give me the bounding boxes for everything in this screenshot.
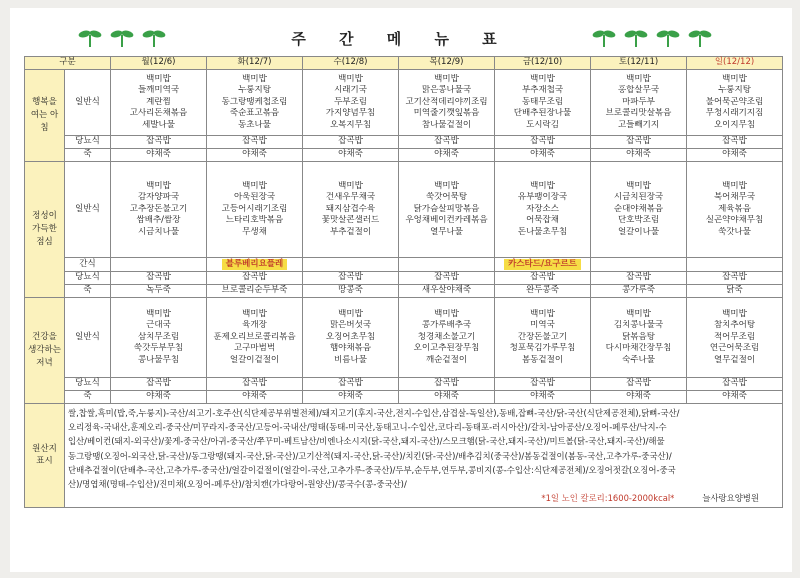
menu-item: 고등어시래기조림	[221, 203, 288, 214]
snack-cell	[303, 258, 399, 272]
origin-row	[25, 404, 783, 508]
menu-item: 꽃맛살콘샐러드	[321, 215, 380, 226]
menu-item: 미역국	[530, 320, 555, 331]
menu-cell: 야채죽	[591, 149, 687, 162]
menu-cell: 잡곡밥	[495, 272, 591, 285]
menu-cell: 잡곡밥	[687, 136, 783, 149]
menu-item: 마파두부	[622, 96, 655, 107]
row-label: 죽	[65, 285, 111, 298]
menu-cell: 야채죽	[207, 149, 303, 162]
menu-item: 청경채소불고기	[417, 331, 476, 342]
menu-item: 우엉채베이컨카레볶음	[405, 215, 488, 226]
menu-item: 부추겉절이	[329, 226, 372, 237]
menu-item: 햄야채볶음	[329, 343, 372, 354]
menu-item: 참나물겉절이	[421, 119, 472, 130]
dinner-diabetic-row	[25, 378, 783, 391]
menu-item: 누룽지탕	[238, 85, 271, 96]
menu-item: 근대국	[146, 320, 171, 331]
menu-cell: 잡곡밥	[591, 136, 687, 149]
footer-line	[68, 491, 779, 505]
menu-item: 적어무조림	[713, 331, 756, 342]
menu-item: 비름나물	[334, 354, 367, 365]
menu-cell: 잡곡밥	[687, 272, 783, 285]
row-label: 죽	[65, 391, 111, 404]
menu-item: 깨순겉절이	[425, 354, 468, 365]
menu-item: 동그랑땡케첩조림	[221, 96, 288, 107]
menu-item: 돼지삼겹수육	[325, 203, 376, 214]
menu-item: 백미밥	[434, 180, 459, 191]
menu-cell	[207, 70, 303, 136]
menu-cell: 새우살야채죽	[399, 285, 495, 298]
menu-item: 백미밥	[242, 180, 267, 191]
dinner-section-label: 건강을 생각하는 저녁	[25, 298, 65, 404]
menu-cell: 잡곡밥	[303, 378, 399, 391]
menu-cell	[591, 298, 687, 378]
title-row	[10, 8, 792, 54]
menu-cell: 야채죽	[111, 149, 207, 162]
menu-item: 아욱된장국	[233, 192, 276, 203]
menu-cell	[495, 162, 591, 258]
menu-item: 육개장	[242, 320, 267, 331]
page-title: 주 간 메 뉴 표	[291, 30, 511, 48]
menu-cell	[111, 162, 207, 258]
menu-cell	[495, 298, 591, 378]
breakfast-porridge-row	[25, 149, 783, 162]
menu-item: 단배추된장나물	[513, 108, 572, 119]
menu-item: 얼갈이나물	[617, 226, 660, 237]
menu-cell	[207, 298, 303, 378]
snack-cell	[495, 258, 591, 272]
lunch-diabetic-row	[25, 272, 783, 285]
sprout-icon	[688, 26, 712, 48]
menu-cell: 잡곡밥	[495, 378, 591, 391]
menu-cell: 야채죽	[591, 391, 687, 404]
menu-cell: 잡곡밥	[207, 136, 303, 149]
menu-item: 백미밥	[626, 180, 651, 191]
menu-item: 순대야채볶음	[613, 203, 664, 214]
menu-item: 고구마범벅	[233, 343, 276, 354]
menu-cell: 야채죽	[495, 149, 591, 162]
row-label: 당뇨식	[65, 378, 111, 391]
menu-cell	[399, 298, 495, 378]
header-row	[25, 57, 783, 70]
menu-cell: 잡곡밥	[591, 272, 687, 285]
menu-item: 봄동겉절이	[521, 354, 564, 365]
menu-cell	[111, 298, 207, 378]
menu-cell	[591, 162, 687, 258]
menu-item: 계란찜	[146, 96, 171, 107]
menu-item: 백미밥	[434, 308, 459, 319]
snack-cell	[111, 258, 207, 272]
menu-cell: 야채죽	[303, 391, 399, 404]
day-header: 월(12/6)	[111, 57, 207, 70]
menu-item: 누룽지탕	[718, 85, 751, 96]
menu-cell: 야채죽	[495, 391, 591, 404]
menu-cell	[207, 162, 303, 258]
menu-item: 닭볶음탕	[622, 331, 655, 342]
dinner-general-row	[25, 298, 783, 378]
menu-cell	[303, 70, 399, 136]
menu-item: 오복지무침	[329, 119, 372, 130]
row-label: 일반식	[65, 162, 111, 258]
origin-line: 단배추겉절이(단배추-국산,고추가루-중국산)/얼갈이겉절이(얼갈이-국산,고추가루-중국산)/두부,순두부,연두부,콩비지(콩-수입산:식단제공전체)/오징어젓갈(오징어-중국	[68, 464, 676, 475]
menu-cell	[303, 298, 399, 378]
menu-item: 맑은버섯국	[329, 320, 372, 331]
row-label: 죽	[65, 149, 111, 162]
row-label: 당뇨식	[65, 272, 111, 285]
dinner-porridge-row	[25, 391, 783, 404]
menu-item: 쑥갓두부무침	[133, 343, 184, 354]
menu-item: 백미밥	[530, 73, 555, 84]
menu-cell	[495, 70, 591, 136]
menu-cell	[111, 70, 207, 136]
day-header: 화(12/7)	[207, 57, 303, 70]
menu-cell: 잡곡밥	[207, 272, 303, 285]
row-label: 일반식	[65, 298, 111, 378]
menu-item: 브로콜리맛살볶음	[605, 108, 672, 119]
menu-cell: 야채죽	[303, 149, 399, 162]
menu-cell: 콩가루죽	[591, 285, 687, 298]
menu-cell: 잡곡밥	[303, 136, 399, 149]
menu-item: 건새우무채국	[325, 192, 376, 203]
hospital-name: 늘사랑요양병원	[702, 493, 759, 504]
day-header: 수(12/8)	[303, 57, 399, 70]
corner-header: 구분	[25, 57, 111, 70]
snack-cell	[687, 258, 783, 272]
lunch-section-label: 정성이 가득한 점심	[25, 162, 65, 298]
menu-item: 북어채무국	[713, 192, 756, 203]
menu-item: 느타리호박볶음	[225, 215, 284, 226]
menu-item: 백미밥	[338, 180, 363, 191]
sprout-icon	[624, 26, 648, 48]
day-header: 금(12/10)	[495, 57, 591, 70]
sprout-icon	[656, 26, 680, 48]
menu-cell: 잡곡밥	[399, 378, 495, 391]
menu-item: 고들빼기지	[617, 119, 660, 130]
menu-item: 부추재첩국	[521, 85, 564, 96]
menu-item: 백미밥	[530, 180, 555, 191]
menu-cell: 야채죽	[399, 391, 495, 404]
menu-cell: 야채죽	[687, 391, 783, 404]
origin-line: 입산/베이컨(돼지-외국산)/꽃게-중국산/아귀-중국산/쭈꾸미-베트남산/비엔나소시지(닭-국산,돼지-국산)/스모크햄(닭-국산,돼지-국산)/미트볼(닭-국산,돼지-국산)/해물	[68, 436, 665, 447]
menu-item: 시금치된장국	[613, 192, 664, 203]
menu-cell: 야채죽	[687, 149, 783, 162]
menu-item: 감자양파국	[137, 192, 180, 203]
menu-item: 무생채	[242, 226, 267, 237]
menu-item: 쑥갓나물	[718, 226, 751, 237]
menu-item: 간장돈불고기	[517, 331, 568, 342]
menu-cell: 닭죽	[687, 285, 783, 298]
menu-cell: 야채죽	[111, 391, 207, 404]
snack-cell	[207, 258, 303, 272]
menu-item: 백미밥	[338, 73, 363, 84]
menu-item: 쑥갓어묵탕	[425, 192, 468, 203]
menu-cell	[687, 162, 783, 258]
menu-item: 시금치나물	[137, 226, 180, 237]
lunch-snack-row	[25, 258, 783, 272]
menu-cell: 잡곡밥	[399, 136, 495, 149]
sprout-group-right	[592, 26, 712, 48]
menu-cell: 잡곡밥	[111, 136, 207, 149]
snack-item: 카스타드/요구르트	[504, 259, 581, 270]
menu-item: 백미밥	[626, 308, 651, 319]
day-header: 토(12/11)	[591, 57, 687, 70]
menu-cell: 잡곡밥	[207, 378, 303, 391]
menu-item: 맑은콩나물국	[421, 85, 472, 96]
weekly-menu-table	[24, 56, 783, 508]
menu-item: 시래기국	[334, 85, 367, 96]
menu-cell	[399, 70, 495, 136]
menu-cell	[591, 70, 687, 136]
menu-item: 세발나물	[142, 119, 175, 130]
menu-item: 닭가슴살피망볶음	[413, 203, 480, 214]
menu-item: 무청시래기지짐	[705, 108, 764, 119]
menu-cell: 잡곡밥	[111, 272, 207, 285]
menu-item: 불어묵곤약조림	[705, 96, 764, 107]
menu-item: 오이지무침	[713, 119, 756, 130]
menu-item: 들깨미역국	[137, 85, 180, 96]
menu-item: 얼갈이겉절이	[229, 354, 280, 365]
calorie-note: *1일 노인 칼로리:1600-2000kcal*	[541, 493, 675, 504]
menu-item: 콩나물무침	[137, 354, 180, 365]
menu-item: 다시마채간장무침	[605, 343, 672, 354]
row-label: 당뇨식	[65, 136, 111, 149]
menu-item: 백미밥	[338, 308, 363, 319]
menu-item: 참치추어탕	[713, 320, 756, 331]
menu-item: 백미밥	[626, 73, 651, 84]
menu-cell: 녹두죽	[111, 285, 207, 298]
menu-item: 열무나물	[430, 226, 463, 237]
menu-item: 삼치무조림	[137, 331, 180, 342]
origin-line: 오리정육-국내산,훈제오리-중국산/미꾸라지-중국산/고등어-국내산/명태(동태-미국산,동태고니-수입산,코다리-동태포-러시아산)/갈치-남아공산/오징어-페루산/낙지-수	[68, 422, 667, 433]
menu-cell: 잡곡밥	[687, 378, 783, 391]
menu-item: 오징어초무침	[325, 331, 376, 342]
menu-cell: 야채죽	[399, 149, 495, 162]
menu-item: 쌈배추/쌈장	[136, 215, 181, 226]
day-header: 일(12/12)	[687, 57, 783, 70]
menu-item: 백미밥	[722, 308, 747, 319]
menu-sheet	[10, 8, 792, 572]
menu-cell	[399, 162, 495, 258]
menu-item: 백미밥	[146, 73, 171, 84]
menu-cell: 잡곡밥	[399, 272, 495, 285]
menu-item: 단호박조림	[617, 215, 660, 226]
menu-item: 죽순표고볶음	[229, 108, 280, 119]
menu-item: 훈제오리브로콜리볶음	[213, 331, 296, 342]
menu-cell: 땅콩죽	[303, 285, 399, 298]
origin-line: 쌀,찹쌀,흑미(밥,죽,누룽지)-국산/쇠고기-호주산(식단제공부위별전체)/돼지고기(후지-국산,전지-수입산,삼겹살-독일산),동배,잡뼈-국산/닭-국산(식단제공전체),닭뼈-국산/	[68, 408, 680, 418]
breakfast-section-label: 행복을 여는 아침	[25, 70, 65, 162]
menu-item: 김치콩나물국	[613, 320, 664, 331]
menu-item: 어묵잡채	[526, 215, 559, 226]
sprout-icon	[592, 26, 616, 48]
menu-item: 동초나물	[238, 119, 271, 130]
breakfast-general-row	[25, 70, 783, 136]
menu-item: 가지양념무침	[325, 108, 376, 119]
lunch-general-row	[25, 162, 783, 258]
menu-item: 돈나물초무침	[517, 226, 568, 237]
menu-item: 미역줄기깻잎볶음	[413, 108, 480, 119]
menu-item: 고사리돈채볶음	[129, 108, 188, 119]
origin-line: 산)/명엽채(명태-수입산)/진미채(오징어-페루산)/참치캔(가다랑어-원양산)/콩국수(콩-중국산)/	[68, 479, 407, 490]
menu-item: 연근어묵조림	[709, 343, 760, 354]
menu-cell	[303, 162, 399, 258]
menu-item: 오이고추된장무침	[413, 343, 480, 354]
day-header: 목(12/9)	[399, 57, 495, 70]
menu-item: 청포묵김가루무침	[509, 343, 576, 354]
snack-cell	[591, 258, 687, 272]
snack-cell	[399, 258, 495, 272]
menu-item: 백미밥	[242, 73, 267, 84]
snack-item: 블루베리요플레	[222, 259, 287, 270]
menu-item: 고추장돈불고기	[129, 203, 188, 214]
menu-cell: 잡곡밥	[495, 136, 591, 149]
row-label: 일반식	[65, 70, 111, 136]
menu-item: 고기산적데리야끼조림	[405, 96, 488, 107]
menu-item: 두부조림	[334, 96, 367, 107]
menu-item: 홍합살무국	[617, 85, 660, 96]
origin-label: 원산지 표시	[25, 404, 65, 508]
menu-item: 열무겉절이	[713, 354, 756, 365]
row-label: 간식	[65, 258, 111, 272]
menu-item: 백미밥	[242, 308, 267, 319]
menu-item: 숙주나물	[622, 354, 655, 365]
menu-item: 콩가루배추국	[421, 320, 472, 331]
menu-item: 실곤약야채무침	[705, 215, 764, 226]
origin-text	[65, 404, 783, 508]
menu-item: 백미밥	[146, 180, 171, 191]
origin-line: 동그랑땡(오징어-외국산,닭-국산)/동그랑땡(돼지-국산,닭-국산)/고기산적(돼지-국산,닭-국산)/치킨(닭-국산)/배추김치(중국산)/봄동겉절이(봄동-국산,고추가루-중국산)/	[68, 450, 672, 461]
menu-cell: 잡곡밥	[591, 378, 687, 391]
menu-cell: 야채죽	[207, 391, 303, 404]
menu-cell: 브로콜리순두부죽	[207, 285, 303, 298]
menu-item: 동태무조림	[521, 96, 564, 107]
menu-cell: 잡곡밥	[111, 378, 207, 391]
menu-item: 도시락김	[526, 119, 559, 130]
menu-item: 백미밥	[722, 73, 747, 84]
menu-item: 유부팽이장국	[517, 192, 568, 203]
menu-item: 백미밥	[722, 180, 747, 191]
menu-item: 자장소스	[526, 203, 559, 214]
menu-item: 백미밥	[434, 73, 459, 84]
menu-cell: 잡곡밥	[303, 272, 399, 285]
menu-item: 제육볶음	[718, 203, 751, 214]
menu-cell: 완두콩죽	[495, 285, 591, 298]
menu-item: 백미밥	[146, 308, 171, 319]
lunch-porridge-row	[25, 285, 783, 298]
menu-cell	[687, 298, 783, 378]
menu-item: 백미밥	[530, 308, 555, 319]
breakfast-diabetic-row	[25, 136, 783, 149]
menu-cell	[687, 70, 783, 136]
